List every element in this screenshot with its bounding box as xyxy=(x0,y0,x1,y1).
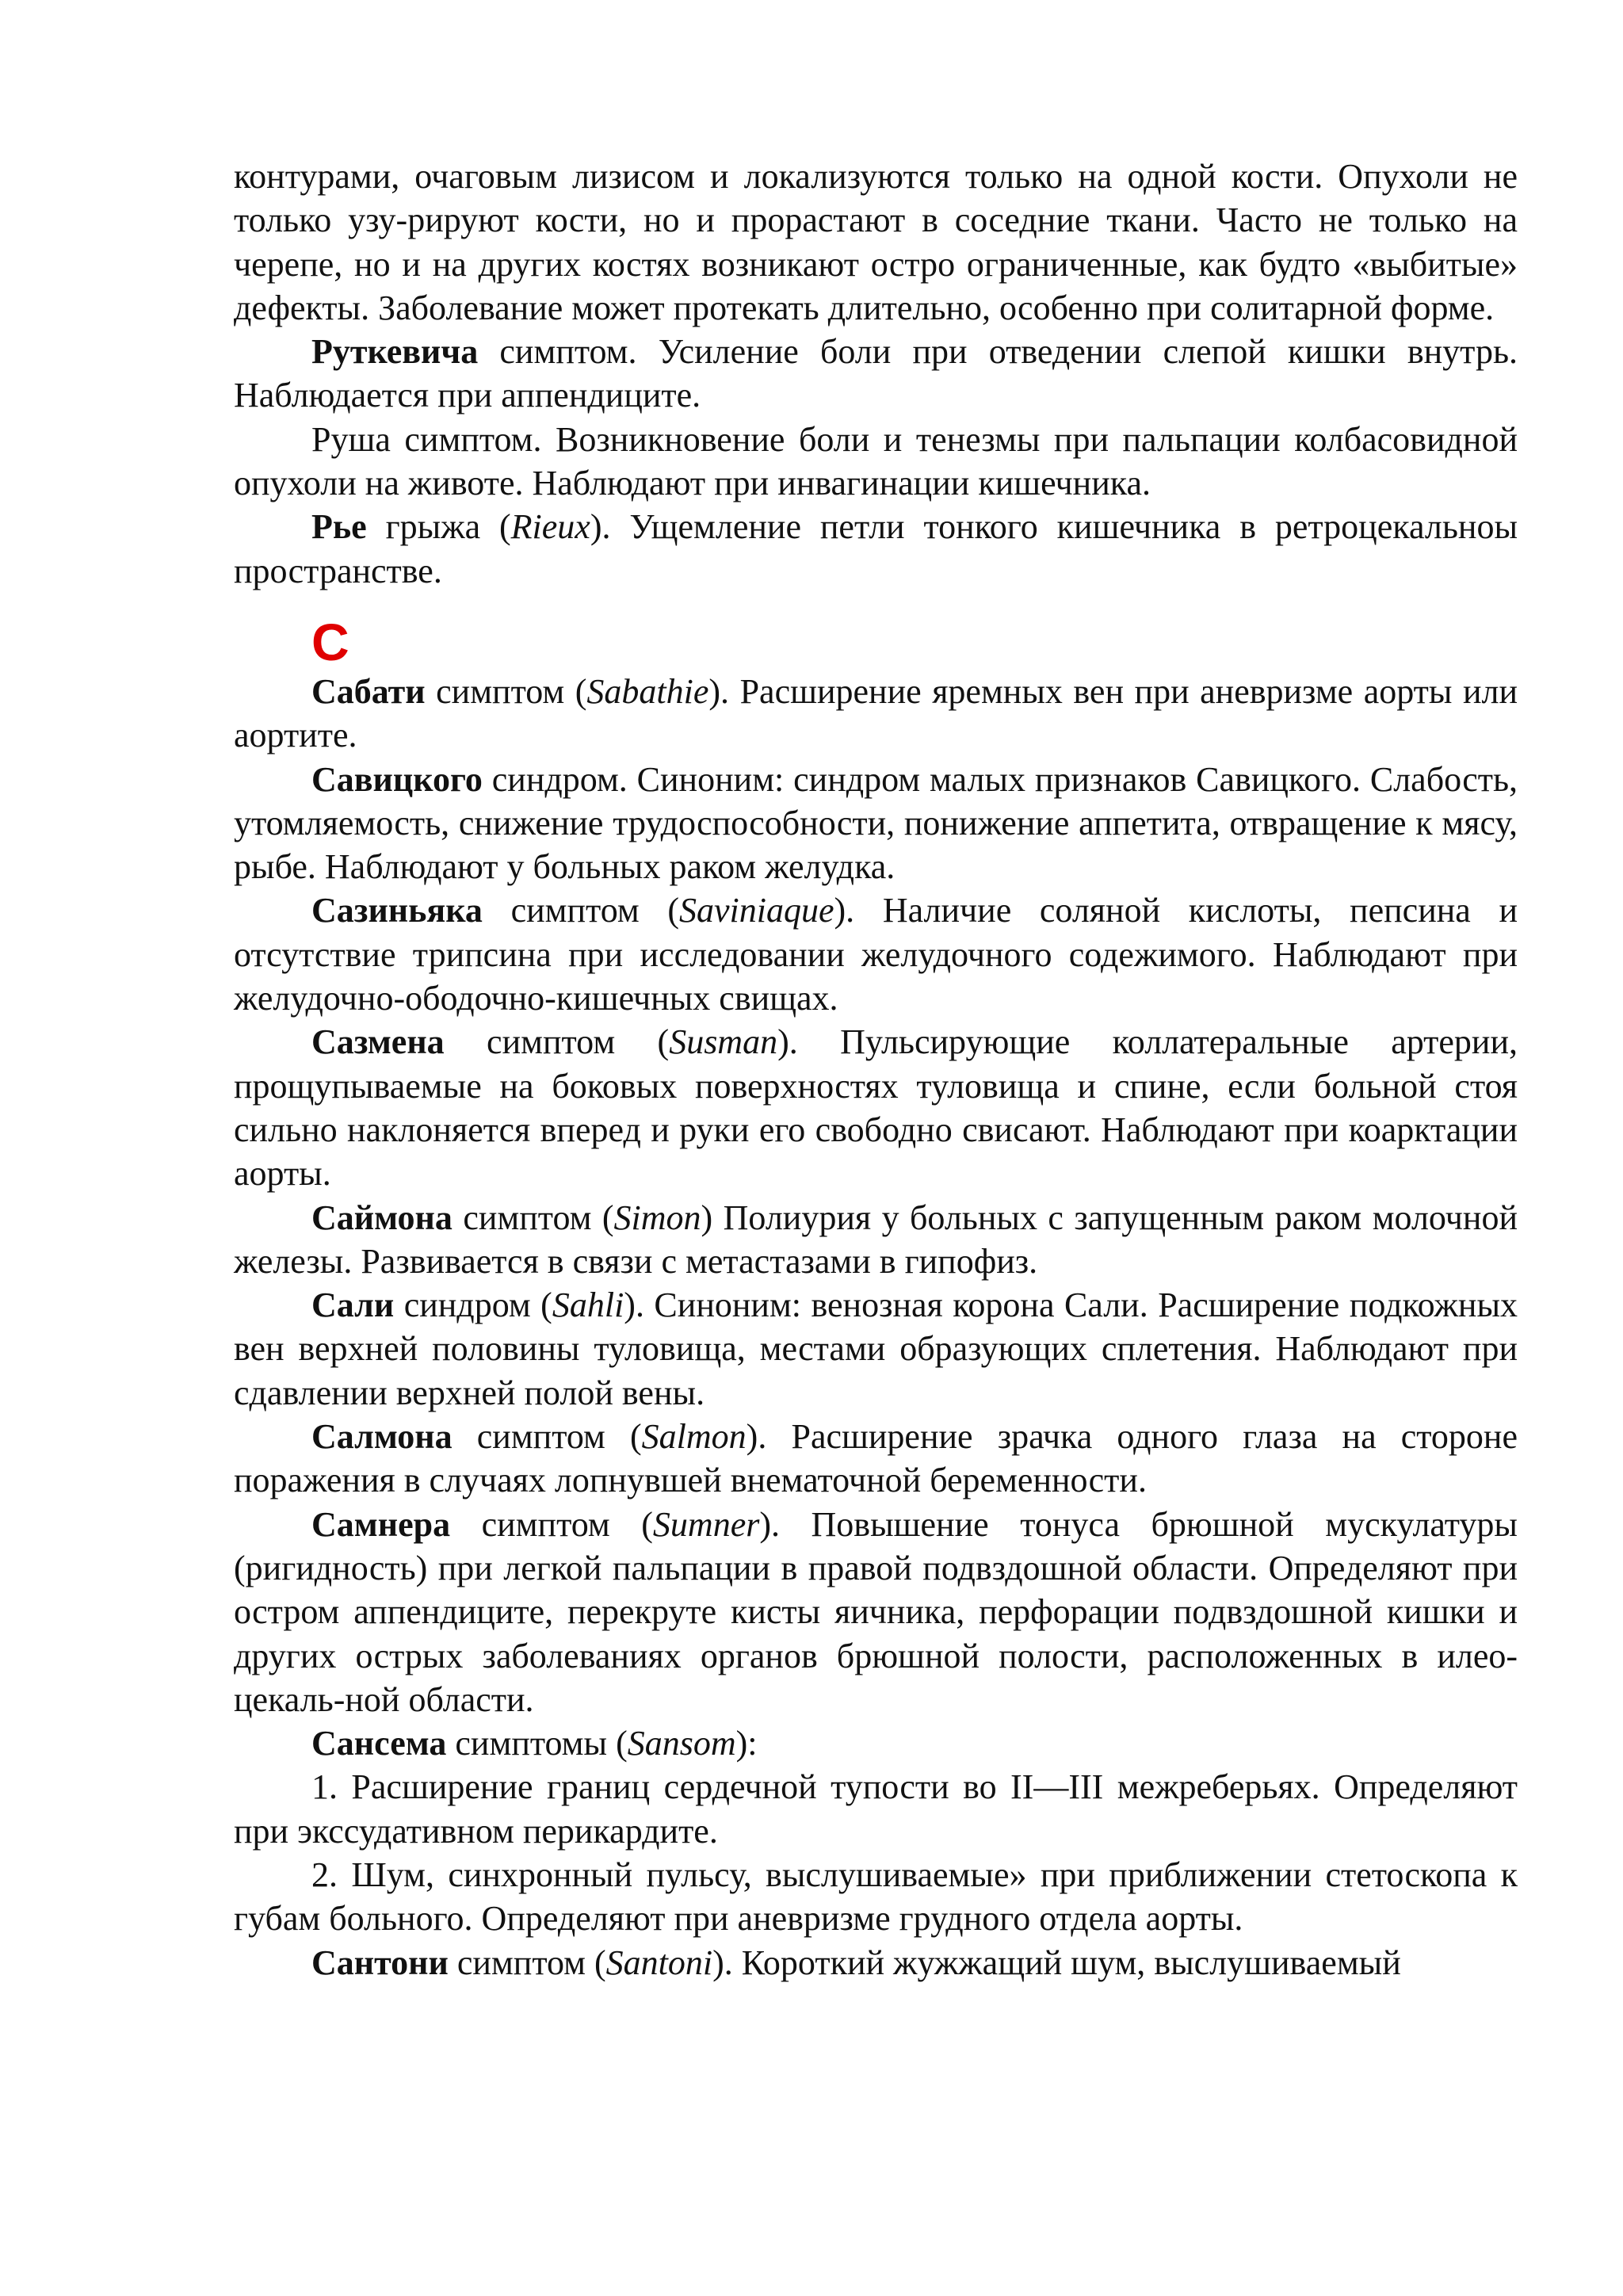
entry-type: симптом ( xyxy=(456,1943,606,1982)
entry-text: Усиление боли при отведении слепой кишки внутрь. Наблюдается при аппендиците. xyxy=(234,332,1518,415)
entry-saymona xyxy=(234,1196,1518,1284)
entry-term: Сансема xyxy=(311,1724,447,1763)
entry-type: симптом ( xyxy=(510,891,680,930)
entry-term: Рье xyxy=(311,507,367,547)
entry-sansema-item-1 xyxy=(234,1765,1518,1853)
entry-term: Салмона xyxy=(311,1417,453,1457)
entry-latin: Susman xyxy=(669,1022,778,1062)
entry-term: Саймона xyxy=(311,1198,453,1237)
entry-text: ). Пульсирующие коллатеральные артерии, прощупываемые на боковых поверхностях туловища и спине, если больной стоя сильно наклоняется вперед и руки его свободно свисают. Наблюдают при коарктации аорты. xyxy=(234,1022,1518,1194)
entry-type: симптом ( xyxy=(436,671,587,711)
entry-type: симптом ( xyxy=(487,1022,670,1062)
entry-term: Руткевича xyxy=(311,332,479,372)
entry-sabati xyxy=(234,670,1518,758)
entry-sazinyaka xyxy=(234,888,1518,1020)
entry-type: Руша симптом. xyxy=(311,419,542,459)
entry-type: грыжа ( xyxy=(385,507,511,547)
entry-term: Самнера xyxy=(311,1504,451,1544)
entry-sansema-item-2 xyxy=(234,1853,1518,1941)
entry-type: симптом. xyxy=(499,332,637,372)
entry-text: ) Полиурия у больных с запущенным раком молочной железы. Развивается в связи с метастазами в гипофиз. xyxy=(234,1198,1518,1281)
entry-type: симптом ( xyxy=(481,1504,653,1544)
entry-samnera xyxy=(234,1503,1518,1721)
intro-paragraph: контурами, очаговым лизисом и локализуются только на одной кости. Опухоли не только узу-рируют кости, но и прорастают в соседние ткани. Часто не только на черепе, но и на других костях возникают остро ограниченные, как будто «выбитые» дефекты. Заболевание может протекать длительно, особенно при солитарной форме. xyxy=(234,157,1518,327)
entry-text: ). Расширение яремных вен при аневризме аорты или аортите. xyxy=(234,671,1518,755)
entry-savitskogo xyxy=(234,758,1518,889)
entry-type: симптом ( xyxy=(476,1417,642,1457)
entry-latin: Salmon xyxy=(641,1417,747,1457)
entry-sazmena xyxy=(234,1020,1518,1195)
entry-sali xyxy=(234,1283,1518,1415)
entry-term: Сантони xyxy=(311,1943,449,1982)
entry-latin: Santoni xyxy=(605,1943,713,1982)
entry-latin: Rieux xyxy=(510,507,590,547)
entry-term: Сабати xyxy=(311,671,426,711)
entry-text: ). Короткий жужжащий шум, выслушиваемый xyxy=(712,1943,1401,1982)
entry-text: Синоним: синдром малых признаков Савицкого. Слабость, утомляемость, снижение трудоспособности, понижение аппетита, отвращение к мясу, рыбе. Наблюдают у больных раком желудка. xyxy=(234,759,1518,887)
entry-latin: Sansom xyxy=(627,1724,736,1763)
document-page xyxy=(234,155,1518,1985)
list-item-text: 2. Шум, синхронный пульсу, выслушиваемые» при приближении стетоскопа к губам больного. Определяют при аневризме грудного отдела аорты. xyxy=(234,1855,1518,1939)
entry-latin: Simon xyxy=(613,1198,701,1237)
entry-latin: Sahli xyxy=(552,1286,624,1325)
entry-text: ). Синоним: венозная корона Сали. Расширение подкожных вен верхней половины туловища, местами образующих сплетения. Наблюдают при сдавлении верхней полой вены. xyxy=(234,1286,1518,1412)
entry-latin: Saviniaque xyxy=(679,891,834,930)
entry-latin: Sumner xyxy=(652,1504,760,1544)
entry-latin: Sabathie xyxy=(586,671,709,711)
entry-text: ). Наличие соляной кислоты, пепсина и отсутствие трипсина при исследовании желудочного содежимого. Наблюдают при желудочно-ободочно-кишечных свищах. xyxy=(234,891,1518,1018)
entry-salmona xyxy=(234,1415,1518,1503)
entry-term: Савицкого xyxy=(311,759,483,799)
entry-sansema xyxy=(234,1721,1518,1765)
entry-type: синдром ( xyxy=(403,1286,552,1325)
entry-text: ). Расширение зрачка одного глаза на стороне поражения в случаях лопнувшей внематочной беременности. xyxy=(234,1417,1518,1500)
entry-term: Сазиньяка xyxy=(311,891,483,930)
entry-type: синдром. xyxy=(491,759,628,799)
section-letter: С xyxy=(311,612,349,671)
entry-type: симптомы ( xyxy=(455,1724,628,1763)
entry-rutkevich xyxy=(234,330,1518,418)
list-item-text: 1. Расширение границ сердечной тупости во II—III межреберьях. Определяют при экссудативном перикардите. xyxy=(234,1767,1518,1851)
entry-rie xyxy=(234,505,1518,593)
entry-santoni xyxy=(234,1941,1518,1985)
entry-rusha xyxy=(234,418,1518,506)
entry-text: ). Повышение тонуса брюшной мускулатуры (ригидность) при легкой пальпации в правой подвздошной области. Определяют при остром аппендиците, перекруте кисты яичника, перфорации подвздошной кишки и других острых заболеваниях органов брюшной полости, расположенных в илео-цекаль-ной области. xyxy=(234,1504,1518,1719)
entry-text: ). Ущемление петли тонкого кишечника в ретроцекальноы пространстве. xyxy=(234,507,1518,590)
entry-text: Возникновение боли и тенезмы при пальпации колбасовидной опухоли на животе. Наблюдают при инвагинации кишечника. xyxy=(234,419,1518,503)
entry-type: симптом ( xyxy=(463,1198,614,1237)
entry-term: Сазмена xyxy=(311,1022,445,1062)
entry-term: Сали xyxy=(311,1286,395,1325)
entry-text: ): xyxy=(735,1724,758,1763)
